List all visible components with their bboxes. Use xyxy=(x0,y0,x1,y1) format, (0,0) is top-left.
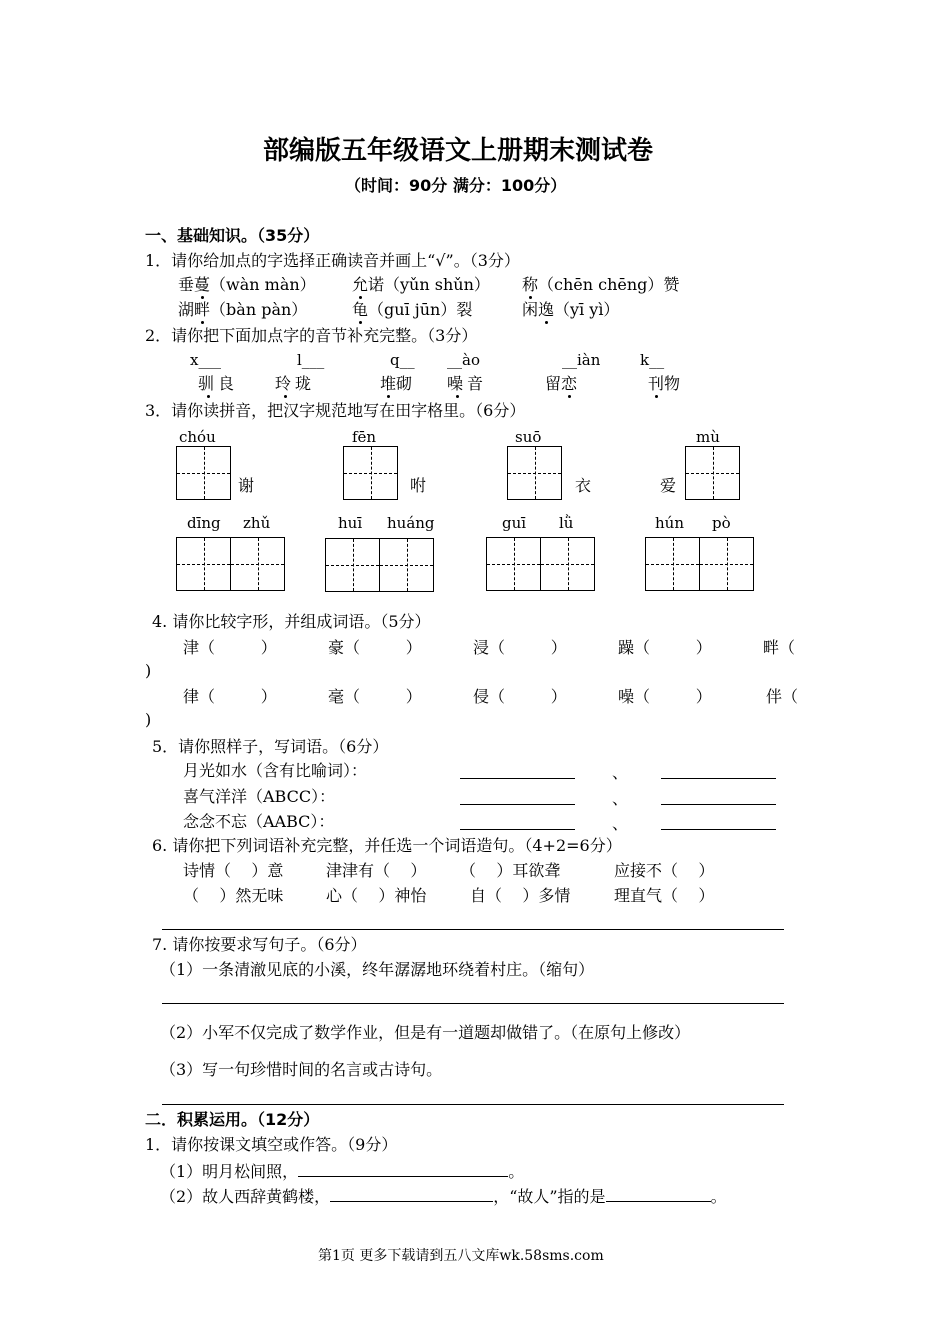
q4-item: 噪（ ） xyxy=(618,687,712,706)
q5-sep: 、 xyxy=(612,789,629,808)
q4-item: 畔（ xyxy=(763,638,796,657)
tianzige-box[interactable] xyxy=(645,537,700,591)
text: 湖 xyxy=(178,300,195,319)
q1-row1-item3 xyxy=(522,277,679,293)
q2-word xyxy=(275,376,315,392)
q6-item: 津津有（ ） xyxy=(326,861,427,880)
q1-row1-item2 xyxy=(352,277,490,293)
q6-item: （ ）然无味 xyxy=(183,886,284,905)
q3-pinyin: pò xyxy=(712,514,731,532)
q3-pinyin: dīng xyxy=(187,514,221,532)
text: 音 xyxy=(467,374,488,393)
q4-close: ) xyxy=(145,661,152,680)
q5-item: 念念不忘（AABC）： xyxy=(183,812,335,831)
text: 诺（yǔn shǔn） xyxy=(368,275,490,294)
dotted-char: 蔓 xyxy=(194,275,211,294)
answer-line[interactable] xyxy=(661,778,776,779)
page-footer: 第1页 更多下载请到五八文库wk.58sms.com xyxy=(318,1248,604,1264)
dotted-char: 龟 xyxy=(352,300,369,319)
q6-item: 应接不（ ） xyxy=(614,861,715,880)
page-title: 部编版五年级语文上册期末测试卷 xyxy=(263,136,654,166)
text: 垂 xyxy=(178,275,195,294)
answer-line[interactable] xyxy=(661,804,776,805)
q5-sep: 、 xyxy=(612,814,629,833)
q4-item: 津（ ） xyxy=(183,638,277,657)
q2-word xyxy=(545,376,577,392)
dotted-char: 刊 xyxy=(648,374,665,393)
q4-item: 侵（ ） xyxy=(473,687,567,706)
text: 。 xyxy=(710,1187,727,1206)
q7-sentence-3: （3）写一句珍惜时间的名言或古诗句。 xyxy=(160,1060,443,1079)
answer-line[interactable] xyxy=(460,829,575,830)
dotted-char: 堆 xyxy=(380,374,397,393)
dotted-char: 允 xyxy=(352,275,369,294)
q3-char: 咐 xyxy=(410,476,427,495)
q4-item: 毫（ ） xyxy=(328,687,422,706)
s2-q1-line1 xyxy=(160,1162,524,1180)
tianzige-box[interactable] xyxy=(379,538,434,592)
answer-blank[interactable] xyxy=(606,1187,711,1202)
tianzige-box[interactable] xyxy=(699,537,754,591)
q7-prompt: 7. 请你按要求写句子。（6分） xyxy=(152,935,367,954)
answer-line[interactable] xyxy=(661,829,776,830)
q3-prompt: 3．请你读拼音，把汉字规范地写在田字格里。（6分） xyxy=(145,401,526,420)
q5-prompt: 5．请你照样子，写词语。（6分） xyxy=(152,737,389,756)
s2-q1-line2 xyxy=(160,1187,727,1205)
answer-line[interactable] xyxy=(162,1104,784,1105)
q3-pinyin: chóu xyxy=(179,428,216,446)
q5-item: 喜气洋洋（ABCC）： xyxy=(183,787,336,806)
q6-item: （ ）耳欲聋 xyxy=(460,861,561,880)
q2-syllable: q__ xyxy=(390,351,415,369)
q2-syllable: __ào xyxy=(447,351,480,369)
tianzige-box[interactable] xyxy=(540,537,595,591)
tianzige-box[interactable] xyxy=(325,538,380,592)
answer-line[interactable] xyxy=(162,1003,784,1004)
text: 珑 xyxy=(295,374,316,393)
q4-item: 浸（ ） xyxy=(473,638,567,657)
tianzige-box[interactable] xyxy=(486,537,541,591)
q2-syllable: x___ xyxy=(190,351,221,369)
text: （chēn chēng）赞 xyxy=(538,275,680,294)
q7-sentence-2: （2）小军不仅完成了数学作业，但是有一道题却做错了。（在原句上修改） xyxy=(160,1023,691,1042)
text: （1）明月松间照， xyxy=(160,1162,299,1181)
q4-item: 躁（ ） xyxy=(618,638,712,657)
text: 闲 xyxy=(522,300,539,319)
section-1-heading: 一、基础知识。（35分） xyxy=(145,226,320,245)
q1-row1-item1 xyxy=(178,277,316,293)
q1-row2-item2 xyxy=(352,302,472,318)
tianzige-box[interactable] xyxy=(507,446,562,500)
section-2-heading: 二．积累运用。（12分） xyxy=(145,1110,320,1129)
q1-row2-item3 xyxy=(522,302,619,318)
q1-prompt: 1．请你给加点的字选择正确读音并画上“√”。（3分） xyxy=(145,251,520,270)
q5-item: 月光如水（含有比喻词）： xyxy=(183,761,368,780)
text: （wàn màn） xyxy=(210,275,316,294)
q2-word xyxy=(648,376,680,392)
text: 。 xyxy=(508,1162,525,1181)
q2-syllable: k__ xyxy=(640,351,665,369)
q3-pinyin: huáng xyxy=(387,514,435,532)
answer-blank[interactable] xyxy=(298,1162,508,1177)
tianzige-box[interactable] xyxy=(176,446,231,500)
q3-pinyin: fēn xyxy=(352,428,377,446)
s2-q1-prompt: 1．请你按课文填空或作答。（9分） xyxy=(145,1135,398,1154)
q2-prompt: 2．请你把下面加点字的音节补充完整。（3分） xyxy=(145,326,478,345)
q3-pinyin: zhǔ xyxy=(243,514,271,532)
dotted-char: 噪 xyxy=(447,374,468,393)
q4-prompt: 4. 请你比较字形，并组成词语。（5分） xyxy=(152,612,431,631)
dotted-char: 玲 xyxy=(275,374,296,393)
dotted-char: 恋 xyxy=(561,374,578,393)
dotted-char: 逸 xyxy=(538,300,555,319)
q4-item: 伴（ xyxy=(766,687,799,706)
q6-item: 自（ ）多情 xyxy=(470,886,571,905)
q3-pinyin: lǜ xyxy=(559,514,574,532)
q1-row2-item1 xyxy=(178,302,307,318)
q3-char: 谢 xyxy=(238,476,255,495)
q3-pinyin: suō xyxy=(515,428,542,446)
tianzige-box[interactable] xyxy=(343,446,398,500)
text: ，“故人”指的是 xyxy=(493,1187,606,1206)
answer-line[interactable] xyxy=(162,929,784,930)
page-subtitle: （时间：90分 满分：100分） xyxy=(345,176,567,195)
answer-line[interactable] xyxy=(460,804,575,805)
text: （yī yì） xyxy=(554,300,620,319)
text: 良 xyxy=(218,374,239,393)
text: （guī jūn）裂 xyxy=(368,300,473,319)
q3-pinyin: hún xyxy=(655,514,684,532)
q4-item: 豪（ ） xyxy=(328,638,422,657)
dotted-char: 驯 xyxy=(198,374,219,393)
q4-close: ) xyxy=(145,710,152,729)
q2-syllable: __iàn xyxy=(562,351,601,369)
tianzige-box[interactable] xyxy=(685,446,740,500)
q6-item: 心（ ）神怡 xyxy=(326,886,427,905)
answer-line[interactable] xyxy=(460,778,575,779)
tianzige-box[interactable] xyxy=(230,537,285,591)
q3-pinyin: mù xyxy=(696,428,720,446)
q2-syllable: l___ xyxy=(297,351,325,369)
dotted-char: 称 xyxy=(522,275,539,294)
q7-sentence-1: （1）一条清澈见底的小溪，终年潺潺地环绕着村庄。（缩句） xyxy=(160,960,595,979)
q2-word xyxy=(380,376,412,392)
q4-item: 律（ ） xyxy=(183,687,277,706)
text: 留 xyxy=(545,374,562,393)
q2-word xyxy=(447,376,487,392)
q6-item: 诗情（ ）意 xyxy=(183,861,284,880)
q3-char: 衣 xyxy=(575,476,592,495)
text: 砌 xyxy=(396,374,413,393)
q6-prompt: 6. 请你把下列词语补充完整，并任选一个词语造句。（4+2=6分） xyxy=(152,836,622,855)
tianzige-box[interactable] xyxy=(176,537,231,591)
q3-char: 爱 xyxy=(660,476,677,495)
q3-pinyin: huī xyxy=(338,514,363,532)
q3-pinyin: guī xyxy=(502,514,527,532)
text: （2）故人西辞黄鹤楼， xyxy=(160,1187,331,1206)
q2-word xyxy=(198,376,238,392)
q5-sep: 、 xyxy=(612,763,629,782)
answer-blank[interactable] xyxy=(330,1187,493,1202)
dotted-char: 畔 xyxy=(194,300,211,319)
text: （bàn pàn） xyxy=(210,300,308,319)
text: 物 xyxy=(664,374,681,393)
q6-item: 理直气（ ） xyxy=(614,886,715,905)
